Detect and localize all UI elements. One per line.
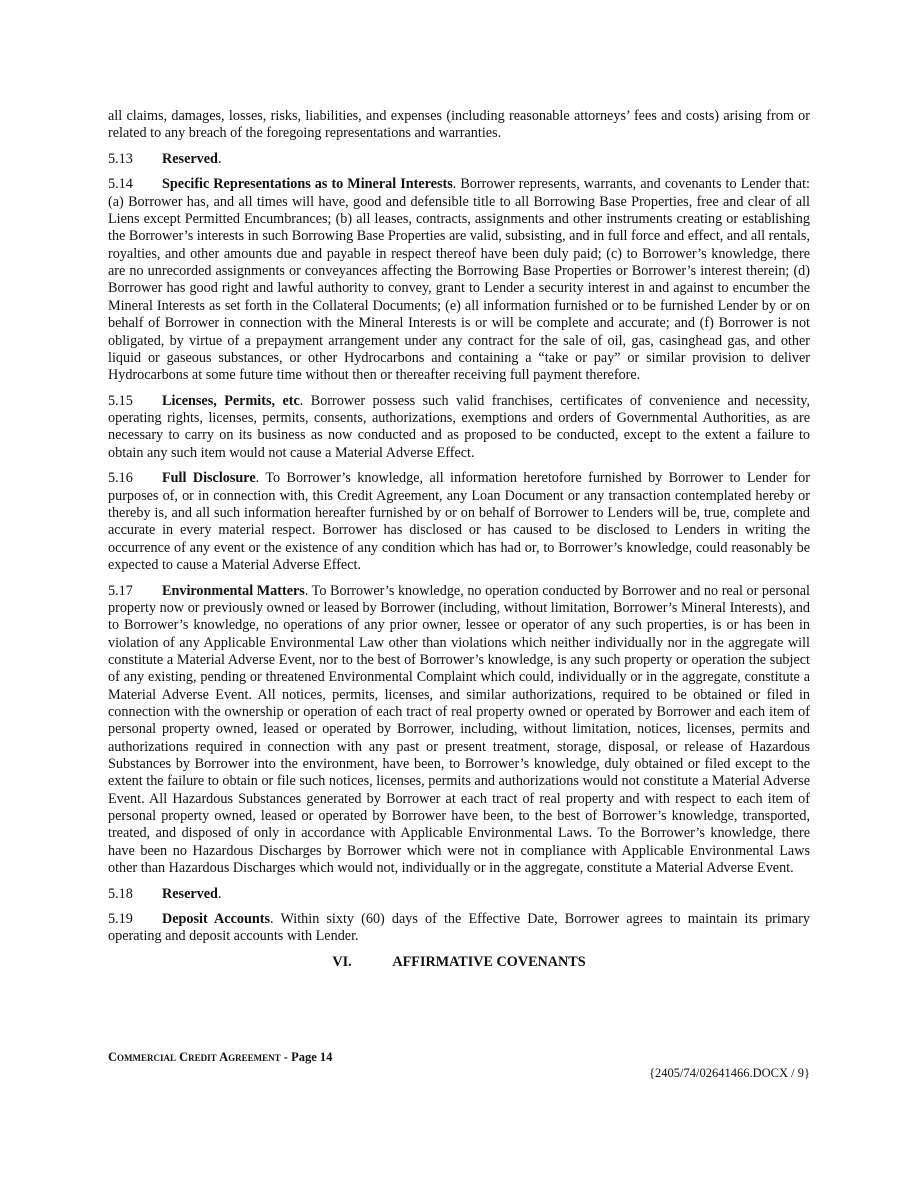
section-number: 5.17 — [108, 582, 133, 599]
section-heading: Licenses, Permits, etc — [162, 392, 300, 409]
section-5-19 — [108, 911, 810, 946]
section-heading: Deposit Accounts — [162, 911, 271, 928]
section-5-14 — [108, 176, 810, 384]
article-heading — [108, 954, 810, 971]
section-text: . Borrower represents, warrants, and covenants to Lender that: (a) Borrower has, and all times will have, good and defensible title to all Borrowing Base Properties, free and clear of all Liens except Permitted Encumbrances; (b) all leases, contracts, assignments and other instruments creating or establishing the Borrower’s interests in such Borrowing Base Properties are valid, subsisting, and in full force and effect, and all rentals, royalties, and other amounts due and payable in respect thereof have been duly paid; (c) to Borrower’s knowledge, there are no unrecorded assignments or conveyances affecting the Borrowing Base Properties or Borrower’s interest therein; (d) Borrower has good right and lawful authority to convey, grant to Lender a security interest in and against to encumber the Mineral Interests as set forth in the Collateral Documents; (e) all information furnished or to be furnished Lender by or on behalf of Borrower in connection with the Mineral Interests is or will be complete and accurate; and (f) Borrower is not obligated, by virtue of a prepayment arrangement under any contract for the sale of oil, gas, casinghead gas, and other liquid or gaseous substances, or other Hydrocarbons and containing a “take or pay” or similar provision to deliver Hydrocarbons at some future time without then or thereafter receiving full payment therefore. — [108, 176, 810, 384]
intro-paragraph: all claims, damages, losses, risks, liabilities, and expenses (including reasonable attorneys’ fees and costs) arising from or related to any breach of the foregoing representations and warranties. — [108, 108, 810, 142]
article-number: VI. — [332, 953, 352, 970]
section-text: . — [217, 150, 222, 167]
footer-document-id: {2405/74/02641466.DOCX / 9} — [649, 1066, 810, 1080]
document-body — [108, 108, 810, 971]
section-heading: Specific Representations as to Mineral Interests — [162, 176, 453, 193]
section-number: 5.16 — [108, 470, 133, 487]
section-text: . To Borrower’s knowledge, no operation conducted by Borrower and no real or personal property now or previously owned or leased by Borrower (including, without limitation, Borrower’s Mineral Interests), and to Borrower’s knowledge, no operations of any prior owner, lessee or operator of any such properties, is or has been in violation of any Applicable Environmental Law other than violations which neither individually nor in the aggregate will constitute a Material Adverse Event, nor to the best of Borrower’s knowledge, is any such property or operation the subject of any existing, pending or threatened Environmental Complaint which could, individually or in the aggregate, constitute a Material Adverse Event. All notices, permits, licenses, and similar authorizations, required to be obtained or filed in connection with the ownership or operation of each tract of real property owned or operated by Borrower and each item of personal property owned, leased or operated by Borrower, including, without limitation, notices, licenses, permits and authorizations required in connection with any past or present treatment, storage, disposal, or release of Hazardous Substances by Borrower into the environment, have been, to Borrower’s knowledge, duly obtained or filed except to the extent the failure to obtain or file such notices, licenses, permits and authorizations would not constitute a Material Adverse Event. All Hazardous Substances generated by Borrower at each tract of real property and with respect to each item of personal property owned, leased or operated by Borrower have been, to the best of Borrower’s knowledge, transported, treated, and disposed of only in accordance with Applicable Environmental Laws. To the Borrower’s knowledge, there have been no Hazardous Discharges by Borrower which were not in compliance with Applicable Environmental Laws other than Hazardous Discharges which would not, individually or in the aggregate, constitute a Material Adverse Event. — [108, 582, 810, 877]
section-heading: Reserved — [162, 885, 218, 902]
section-text: . Borrower possess such valid franchises, certificates of convenience and necessity, operating rights, licenses, permits, consents, authorizations, exemptions and orders of Governmental Authorities, as are necessary to carry on its business as now conducted and as proposed to be conducted, except to the extent a failure to obtain any such item would not cause a Material Adverse Effect. — [108, 392, 810, 461]
section-text: . Within sixty (60) days of the Effective Date, Borrower agrees to maintain its primary operating and deposit accounts with Lender. — [108, 911, 810, 945]
sections-container — [108, 151, 810, 946]
section-heading: Environmental Matters — [162, 582, 305, 599]
footer-page-number: - Page 14 — [280, 1050, 333, 1064]
section-number: 5.19 — [108, 911, 133, 928]
section-number: 5.14 — [108, 176, 133, 193]
footer-document-title — [108, 1050, 332, 1065]
section-number: 5.13 — [108, 150, 133, 167]
section-text: . To Borrower’s knowledge, all information heretofore furnished by Borrower to Lender for purposes of, or in connection with, this Credit Agreement, any Loan Document or any transaction contemplated hereby or thereby is, and all such information hereafter furnished by or on behalf of Borrower to Lenders will be, true, complete and accurate in every material respect. Borrower has disclosed or has caused to be disclosed to Lenders in writing the occurrence of any event or the existence of any condition which has had or, to Borrower’s knowledge, could reasonably be expected to cause a Material Adverse Effect. — [108, 470, 810, 573]
section-5-13 — [108, 151, 810, 168]
section-5-17 — [108, 583, 810, 878]
article-title: AFFIRMATIVE COVENANTS — [392, 953, 586, 970]
section-5-16 — [108, 470, 810, 574]
section-number: 5.18 — [108, 885, 133, 902]
section-number: 5.15 — [108, 392, 133, 409]
section-heading: Reserved — [162, 150, 218, 167]
section-5-18 — [108, 886, 810, 903]
section-text: . — [217, 885, 222, 902]
footer-agreement-name: Commercial Credit Agreement — [108, 1050, 281, 1064]
section-heading: Full Disclosure — [162, 470, 256, 487]
section-5-15 — [108, 393, 810, 462]
